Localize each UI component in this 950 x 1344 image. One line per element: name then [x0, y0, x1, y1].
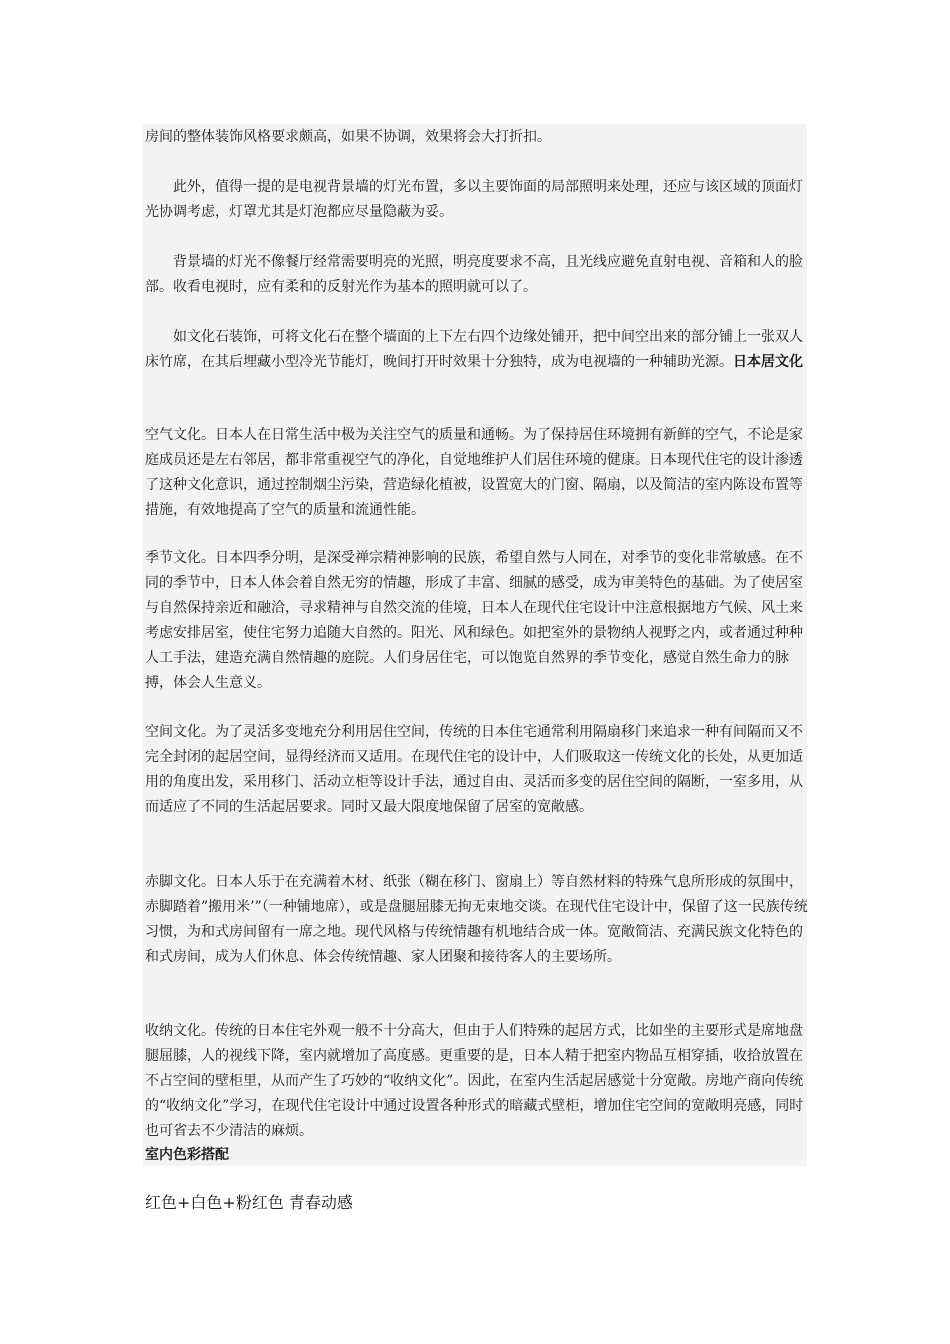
paragraph-tv-wall-lighting: 此外，值得一提的是电视背景墙的灯光布置，多以主要饰面的局部照明来处理，还应与该区域的顶面灯光协调考虑，灯罩尤其是灯泡都应尽量隐蔽为妥。: [145, 179, 803, 220]
paragraph-background-wall-light: 背景墙的灯光不像餐厅经常需要明亮的光照，明亮度要求不高，且光线应避免直射电视、音箱和人的脸部。收看电视时，应有柔和的反射光作为基本的照明就可以了。: [145, 254, 803, 295]
heading-japanese-living-culture: 日本居文化: [733, 354, 803, 370]
paragraph-culture-stone-text: 如文化石装饰，可将文化石在整个墙面的上下左右四个边缘处铺开，把中间空出来的部分铺上一张双人床竹席，在其后埋藏小型冷光节能灯，晚间打开时效果十分独特，成为电视墙的一种辅助光源。: [145, 329, 803, 370]
paragraph-space-culture: 空间文化。为了灵活多变地充分利用居住空间，传统的日本住宅通常利用隔扇移门来追求一种有间隔而又不完全封闭的起居空间，显得经济而又适用。在现代住宅的设计中，人们吸取这一传统文化的长处，从更加适用的角度出发，采用移门、活动立柜等设计手法，通过自由、灵活而多变的居住空间的隔断，一室多用，从而适应了不同的生活起居要求。同时又最大限度地保留了居室的宽敞感。: [145, 724, 803, 815]
paragraph-season-culture: 季节文化。日本四季分明，是深受禅宗精神影响的民族，希望自然与人同在，对季节的变化非常敏感。在不同的季节中，日本人体会着自然无穷的情趣，形成了丰富、细腻的感受，成为审美特色的基础。为了使居室与自然保持亲近和融洽，寻求精神与自然交流的佳境，日本人在现代住宅设计中注意根据地方气候、风土来考虑安排居室，使住宅努力追随大自然的。阳光、风和绿色。如把室外的景物纳人视野之内，或者通过种种人工手法，建造充满自然情趣的庭院。人们身居住宅，可以饱览自然界的季节变化，感觉自然生命力的脉搏，体会人生意义。: [145, 550, 803, 691]
paragraph-storage-culture: 收纳文化。传统的日本住宅外观一般不十分高大，但由于人们特殊的起居方式，比如坐的主要形式是席地盘腿屈膝，人的视线下降，室内就增加了高度感。更重要的是，日本人精于把室内物品互相穿插，收拾放置在不占空间的壁柜里，从而产生了巧妙的“收纳文化”。因此，在室内生活起居感觉十分宽敞。房地产商向传统的“收纳文化”学习，在现代住宅设计中通过设置各种形式的暗藏式壁柜，增加住宅空间的宽敞明亮感，同时也可省去不少清洁的麻烦。: [145, 1023, 804, 1139]
color-scheme-line: 红色+白色+粉红色 青春动感: [145, 1193, 353, 1212]
paragraph-overall-style: 房间的整体装饰风格要求颇高，如果不协调，效果将会大打折扣。: [145, 129, 551, 145]
paragraph-culture-stone: [145, 325, 815, 375]
paragraph-barefoot-culture: 赤脚文化。日本人乐于在充满着木材、纸张（糊在移门、窗扇上）等自然材料的特殊气息所形成的氛围中，赤脚踏着”搬用米’”（一种铺地席），或是盘腿屈膝无拘无束地交谈。在现代住宅设计中，保留了这一民族传统习惯，为和式房间留有一席之地。现代风格与传统情趣有机地结合成一体。宽敞简洁、充满民族文化特色的和式房间，成为人们休息、体会传统情趣、家人团聚和接待客人的主要场所。: [145, 874, 808, 965]
heading-interior-color-matching: 室内色彩搭配: [145, 1147, 229, 1163]
paragraph-air-culture: 空气文化。日本人在日常生活中极为关注空气的质量和通畅。为了保持居住环境拥有新鲜的空气，不论是家庭成员还是左右邻居，都非常重视空气的净化，自觉地维护人们居住环境的健康。日本现代住宅的设计渗透了这种文化意识，通过控制烟尘污染，营造绿化植被，设置宽大的门窗、隔扇，以及简洁的室内陈设布置等措施，有效地提高了空气的质量和流通性能。: [145, 427, 803, 518]
